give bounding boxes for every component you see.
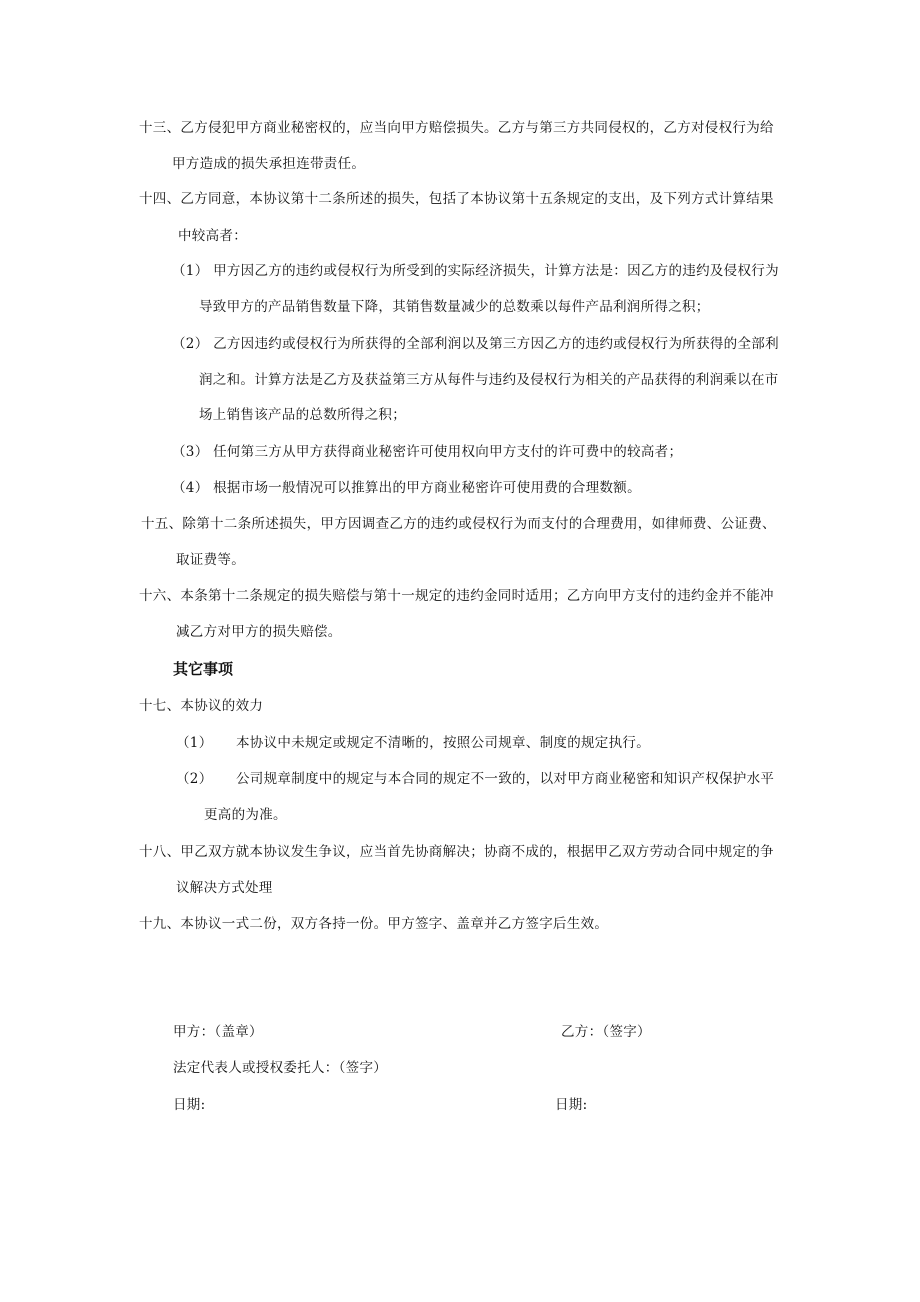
party-b-date-label: 日期: — [555, 1097, 588, 1113]
clause-17-item-1-number: （1） — [176, 735, 213, 751]
clause-14-item-1-line-2: 导致甲方的产品销售数量下降，其销售数量减少的总数乘以每件产品利润所得之积； — [199, 299, 710, 315]
clause-17-item-2-text-line-2: 更高的为准。 — [204, 807, 287, 823]
clause-17-item-2-text: 公司规章制度中的规定与本合同的规定不一致的，以对甲方商业秘密和知识产权保护水平 — [236, 771, 775, 787]
party-a-date-label: 日期: — [173, 1097, 206, 1113]
clause-19-line-1: 十九、本协议一式二份，双方各持一份。甲方签字、盖章并乙方签字后生效。 — [139, 916, 609, 932]
clause-14-line-2: 中较高者： — [178, 228, 247, 244]
party-a-seal-label: 甲方：（盖章） — [173, 1024, 263, 1040]
clause-14-item-2-line-1: （2） 乙方因违约或侵权行为所获得的全部利润以及第三方因乙方的违约或侵权行为所获得的全部利 — [172, 336, 779, 352]
party-b-sign-label: 乙方：（签字） — [561, 1024, 651, 1040]
clause-18-line-1: 十八、甲乙双方就本协议发生争议，应当首先协商解决；协商不成的，根据甲乙双方劳动合同中规定的争 — [139, 844, 774, 860]
clause-17-item-2-number: （2） — [176, 771, 213, 787]
clause-14-line-1: 十四、乙方同意，本协议第十二条所述的损失，包括了本协议第十五条规定的支出，及下列方式计算结果 — [139, 191, 774, 207]
clause-17-line-1: 十七、本协议的效力 — [139, 698, 264, 714]
clause-16-line-2: 减乙方对甲方的损失赔偿。 — [176, 624, 342, 640]
clause-15-line-2: 取证费等。 — [176, 552, 245, 568]
representative-sign-label: 法定代表人或授权委托人：（签字） — [173, 1060, 388, 1076]
clause-14-item-2-line-3: 场上销售该产品的总数所得之积； — [199, 407, 406, 423]
clause-15-line-1: 十五、除第十二条所述损失，甲方因调查乙方的违约或侵权行为而支付的合理费用，如律师费、公证费、 — [141, 516, 776, 532]
clause-14-item-4-line-1: （4） 根据市场一般情况可以推算出的甲方商业秘密许可使用费的合理数额。 — [172, 480, 641, 496]
clause-13-line-2: 甲方造成的损失承担连带责任。 — [172, 156, 366, 172]
clause-17-item-1-text: 本协议中未规定或规定不清晰的，按照公司规章、制度的规定执行。 — [236, 735, 650, 751]
clause-16-line-1: 十六、本条第十二条规定的损失赔偿与第十一规定的违约金同时适用；乙方向甲方支付的违约金并不能冲 — [139, 588, 774, 604]
clause-18-line-2: 议解决方式处理 — [176, 880, 273, 896]
section-heading: 其它事项 — [173, 660, 234, 678]
clause-14-item-3-line-1: （3） 任何第三方从甲方获得商业秘密许可使用权向甲方支付的许可费中的较高者； — [172, 444, 683, 460]
clause-14-item-2-line-2: 润之和。计算方法是乙方及获益第三方从每件与违约及侵权行为相关的产品获得的利润乘以在市 — [199, 372, 779, 388]
clause-13-line-1: 十三、乙方侵犯甲方商业秘密权的，应当向甲方赔偿损失。乙方与第三方共同侵权的，乙方对侵权行为给 — [139, 120, 774, 136]
clause-14-item-1-line-1: （1） 甲方因乙方的违约或侵权行为所受到的实际经济损失，计算方法是：因乙方的违约及侵权行为 — [172, 263, 779, 279]
